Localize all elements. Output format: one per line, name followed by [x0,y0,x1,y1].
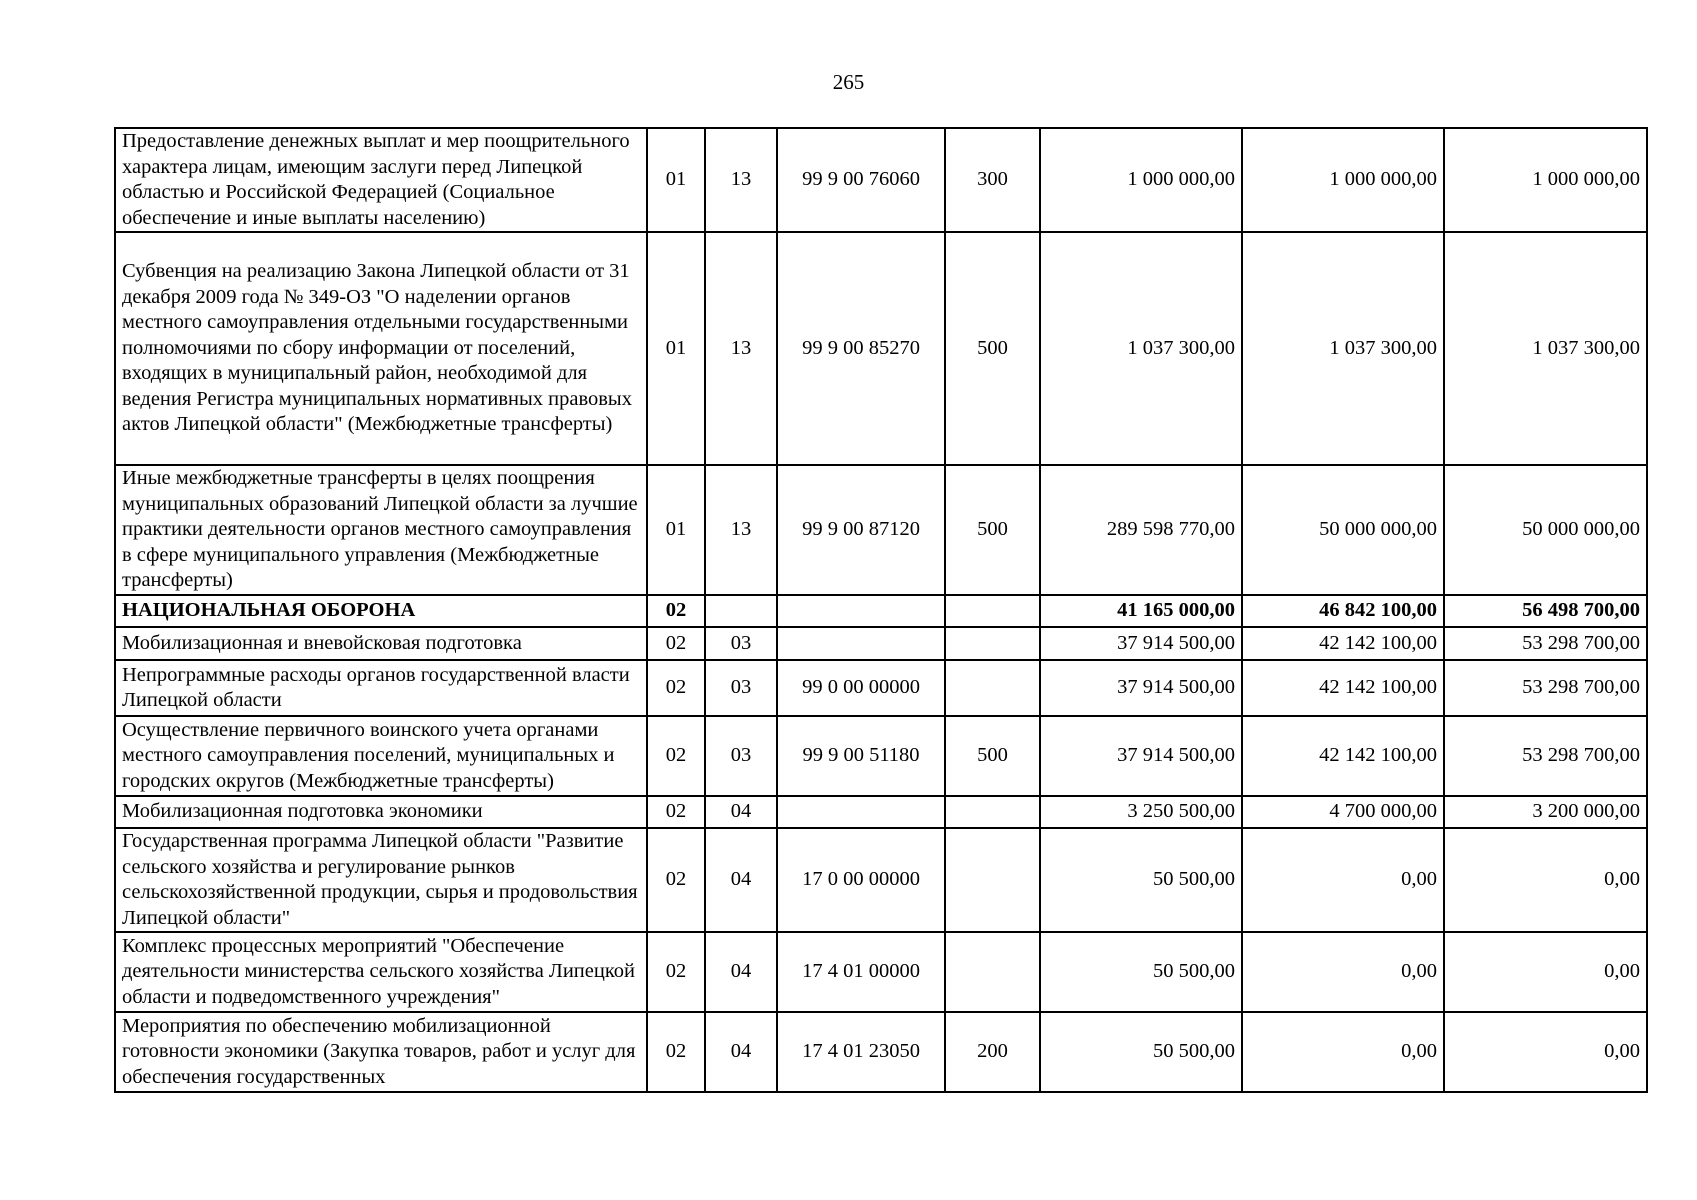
row-name: Мобилизационная и вневойсковая подготовка [115,627,647,660]
row-expense-type: 500 [945,465,1040,595]
row-amount-2: 0,00 [1242,932,1444,1012]
row-name: НАЦИОНАЛЬНАЯ ОБОРОНА [115,595,647,627]
row-target-article [777,627,945,660]
row-target-article: 17 4 01 23050 [777,1012,945,1092]
row-amount-1: 37 914 500,00 [1040,716,1242,796]
row-expense-type [945,660,1040,716]
row-name: Субвенция на реализацию Закона Липецкой области от 31 декабря 2009 года № 349-ОЗ "О наделении органов местного самоуправления отдельными государственными полномочиями по сбору информации от поселений, входящих в муниципальный район, необходимой для ведения Регистра муниципальных нормативных правовых актов Липецкой области" (Межбюджетные трансферты) [115,232,647,465]
row-amount-1: 41 165 000,00 [1040,595,1242,627]
row-amount-1: 50 500,00 [1040,1012,1242,1092]
row-section-code: 02 [647,660,705,716]
row-subsection-code: 13 [705,128,777,232]
row-amount-1: 50 500,00 [1040,932,1242,1012]
row-amount-3: 3 200 000,00 [1444,796,1647,828]
table-row [115,232,1647,465]
row-target-article: 17 0 00 00000 [777,828,945,932]
row-section-code: 02 [647,716,705,796]
row-section-code: 02 [647,627,705,660]
row-name: Мобилизационная подготовка экономики [115,796,647,828]
row-subsection-code [705,595,777,627]
row-subsection-code: 04 [705,828,777,932]
row-target-article: 99 9 00 76060 [777,128,945,232]
row-amount-3: 0,00 [1444,828,1647,932]
row-amount-2: 1 037 300,00 [1242,232,1444,465]
row-expense-type [945,595,1040,627]
row-name: Комплекс процессных мероприятий "Обеспечение деятельности министерства сельского хозяйства Липецкой области и подведомственного учреждения" [115,932,647,1012]
row-amount-1: 1 000 000,00 [1040,128,1242,232]
row-target-article: 99 9 00 51180 [777,716,945,796]
row-amount-3: 1 000 000,00 [1444,128,1647,232]
row-expense-type: 300 [945,128,1040,232]
row-expense-type: 500 [945,232,1040,465]
row-amount-3: 53 298 700,00 [1444,660,1647,716]
row-name: Осуществление первичного воинского учета органами местного самоуправления поселений, муниципальных и городских округов (Межбюджетные трансферты) [115,716,647,796]
row-subsection-code: 13 [705,465,777,595]
table-row [115,796,1647,828]
row-amount-3: 53 298 700,00 [1444,627,1647,660]
row-name: Непрограммные расходы органов государственной власти Липецкой области [115,660,647,716]
table-row [115,828,1647,932]
row-subsection-code: 04 [705,796,777,828]
row-amount-2: 1 000 000,00 [1242,128,1444,232]
row-amount-1: 50 500,00 [1040,828,1242,932]
table-row [115,627,1647,660]
table-row [115,128,1647,232]
row-name: Мероприятия по обеспечению мобилизационной готовности экономики (Закупка товаров, работ и услуг для обеспечения государственных [115,1012,647,1092]
table-row [115,716,1647,796]
row-amount-1: 37 914 500,00 [1040,627,1242,660]
row-subsection-code: 04 [705,932,777,1012]
table-row [115,660,1647,716]
row-section-code: 01 [647,465,705,595]
row-section-code: 02 [647,796,705,828]
row-expense-type: 200 [945,1012,1040,1092]
row-amount-3: 0,00 [1444,932,1647,1012]
row-name: Государственная программа Липецкой области "Развитие сельского хозяйства и регулирование рынков сельскохозяйственной продукции, сырья и продовольствия Липецкой области" [115,828,647,932]
row-amount-1: 289 598 770,00 [1040,465,1242,595]
row-expense-type [945,828,1040,932]
table-row [115,1012,1647,1092]
row-amount-1: 1 037 300,00 [1040,232,1242,465]
row-amount-1: 3 250 500,00 [1040,796,1242,828]
row-subsection-code: 03 [705,716,777,796]
row-target-article [777,595,945,627]
row-amount-2: 0,00 [1242,828,1444,932]
row-amount-2: 4 700 000,00 [1242,796,1444,828]
row-amount-2: 46 842 100,00 [1242,595,1444,627]
table-row [115,465,1647,595]
row-amount-2: 42 142 100,00 [1242,716,1444,796]
budget-table [114,127,1648,1093]
row-subsection-code: 04 [705,1012,777,1092]
row-amount-2: 0,00 [1242,1012,1444,1092]
row-amount-2: 50 000 000,00 [1242,465,1444,595]
row-section-code: 01 [647,128,705,232]
row-section-code: 02 [647,595,705,627]
row-section-code: 02 [647,1012,705,1092]
row-expense-type [945,627,1040,660]
row-expense-type [945,932,1040,1012]
row-amount-3: 53 298 700,00 [1444,716,1647,796]
row-amount-3: 50 000 000,00 [1444,465,1647,595]
row-expense-type [945,796,1040,828]
page-number: 265 [832,70,865,94]
row-amount-3: 56 498 700,00 [1444,595,1647,627]
row-target-article: 99 0 00 00000 [777,660,945,716]
row-section-code: 02 [647,932,705,1012]
row-target-article: 99 9 00 87120 [777,465,945,595]
row-subsection-code: 03 [705,627,777,660]
row-name: Иные межбюджетные трансферты в целях поощрения муниципальных образований Липецкой области за лучшие практики деятельности органов местного самоуправления в сфере муниципального управления (Межбюджетные трансферты) [115,465,647,595]
row-target-article: 17 4 01 00000 [777,932,945,1012]
row-amount-2: 42 142 100,00 [1242,660,1444,716]
row-amount-2: 42 142 100,00 [1242,627,1444,660]
row-section-code: 02 [647,828,705,932]
row-amount-3: 1 037 300,00 [1444,232,1647,465]
table-row-section [115,595,1647,627]
row-target-article: 99 9 00 85270 [777,232,945,465]
row-expense-type: 500 [945,716,1040,796]
row-amount-3: 0,00 [1444,1012,1647,1092]
row-subsection-code: 13 [705,232,777,465]
row-target-article [777,796,945,828]
row-subsection-code: 03 [705,660,777,716]
row-name: Предоставление денежных выплат и мер поощрительного характера лицам, имеющим заслуги перед Липецкой областью и Российской Федерацией (Социальное обеспечение и иные выплаты населению) [115,128,647,232]
row-amount-1: 37 914 500,00 [1040,660,1242,716]
row-section-code: 01 [647,232,705,465]
table-row [115,932,1647,1012]
